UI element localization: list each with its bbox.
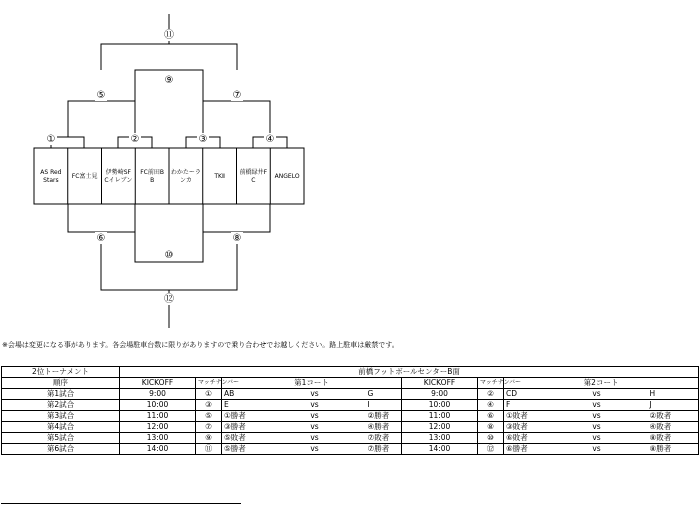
vs-2: vs [580, 422, 614, 433]
kickoff-2: 12:00 [402, 422, 478, 433]
vs-2: vs [580, 444, 614, 455]
court1-header: 第1コート [222, 378, 402, 389]
schedule-row [2, 389, 699, 400]
match-number-7: ⑦ [232, 90, 242, 101]
team-name-labels [40, 168, 300, 184]
match-no-1: ⑪ [196, 444, 222, 455]
spacer [266, 389, 298, 400]
court1-team-a: ①勝者 [222, 411, 266, 422]
spacer [548, 400, 580, 411]
schedule-table [1, 366, 699, 455]
kickoff-2: 10:00 [402, 400, 478, 411]
court2-team-b: ②敗者 [648, 411, 699, 422]
vs-2: vs [580, 433, 614, 444]
match-number-1: ① [46, 134, 56, 145]
match-number-6: ⑥ [96, 233, 106, 244]
court1-team-b: ⑦敗者 [366, 433, 402, 444]
court1-team-a: AB [222, 389, 266, 400]
match-no-header-2: マッチナンバー [478, 378, 504, 389]
kickoff-2: 13:00 [402, 433, 478, 444]
court2-team-b: H [648, 389, 699, 400]
court2-header: 第2コート [504, 378, 699, 389]
court2-team-a: ⑥勝者 [504, 444, 548, 455]
kickoff-2: 11:00 [402, 411, 478, 422]
team-name-7: 前橋緑井F C [239, 169, 268, 184]
vs-2: vs [580, 389, 614, 400]
tournament-title: 2位トーナメント [2, 367, 120, 378]
team-name-1: AS Red Stars [40, 169, 62, 184]
court2-team-a: ③敗者 [504, 422, 548, 433]
vs-1: vs [298, 422, 332, 433]
match-no-2: ⑥ [478, 411, 504, 422]
kickoff-1: 9:00 [120, 389, 196, 400]
spacer [332, 411, 366, 422]
spacer [548, 444, 580, 455]
spacer [614, 422, 648, 433]
kickoff-1: 10:00 [120, 400, 196, 411]
court1-team-b: ②勝者 [366, 411, 402, 422]
vs-1: vs [298, 389, 332, 400]
match-no-2: ⑩ [478, 433, 504, 444]
vs-2: vs [580, 411, 614, 422]
spacer [548, 422, 580, 433]
order: 第3試合 [2, 411, 120, 422]
schedule-row [2, 400, 699, 411]
order: 第1試合 [2, 389, 120, 400]
team-name-8: ANGELO [274, 173, 300, 180]
match-number-5: ⑤ [96, 90, 106, 101]
order-header: 順序 [2, 378, 120, 389]
vs-1: vs [298, 433, 332, 444]
team-name-4: FC前田B B [140, 169, 165, 184]
spacer [266, 411, 298, 422]
match-number-12: ⑫ [164, 294, 174, 305]
spacer [266, 400, 298, 411]
court2-team-b: ⑧敗者 [648, 433, 699, 444]
court1-team-b: ④勝者 [366, 422, 402, 433]
kickoff-header-1: KICKOFF [120, 378, 196, 389]
spacer [266, 433, 298, 444]
spacer [548, 389, 580, 400]
vs-1: vs [298, 444, 332, 455]
schedule-row [2, 433, 699, 444]
court2-team-b: ⑧勝者 [648, 444, 699, 455]
team-name-2: FC富士見 [71, 173, 98, 180]
team-name-5: わかたーランカ [170, 169, 201, 184]
match-number-10: ⑩ [164, 250, 174, 261]
vs-1: vs [298, 411, 332, 422]
spacer [548, 411, 580, 422]
order: 第2試合 [2, 400, 120, 411]
court1-team-a: E [222, 400, 266, 411]
match-no-2: ⑫ [478, 444, 504, 455]
match-number-9: ⑨ [164, 75, 174, 86]
court1-team-a: ⑤勝者 [222, 444, 266, 455]
court1-team-a: ③勝者 [222, 422, 266, 433]
match-number-3: ③ [198, 134, 208, 145]
court1-team-a: ⑤敗者 [222, 433, 266, 444]
divider-line [1, 503, 241, 504]
court1-team-b: ⑦勝者 [366, 444, 402, 455]
match-number-8: ⑧ [232, 233, 242, 244]
kickoff-1: 13:00 [120, 433, 196, 444]
court1-team-b: G [366, 389, 402, 400]
spacer [614, 411, 648, 422]
spacer [614, 433, 648, 444]
match-no-2: ④ [478, 400, 504, 411]
court2-team-a: CD [504, 389, 548, 400]
spacer [614, 400, 648, 411]
order: 第5試合 [2, 433, 120, 444]
order: 第6試合 [2, 444, 120, 455]
team-name-3: 伊勢崎SF Cイレブン [104, 169, 133, 184]
match-number-2: ② [130, 134, 140, 145]
order: 第4試合 [2, 422, 120, 433]
schedule-row [2, 422, 699, 433]
match-no-1: ⑤ [196, 411, 222, 422]
match-no-1: ① [196, 389, 222, 400]
spacer [614, 389, 648, 400]
kickoff-1: 14:00 [120, 444, 196, 455]
court2-team-a: ①敗者 [504, 411, 548, 422]
court2-team-b: J [648, 400, 699, 411]
spacer [332, 422, 366, 433]
spacer [332, 433, 366, 444]
kickoff-1: 12:00 [120, 422, 196, 433]
match-no-1: ⑨ [196, 433, 222, 444]
court2-team-a: ⑥敗者 [504, 433, 548, 444]
spacer [614, 444, 648, 455]
match-number-4: ④ [265, 134, 275, 145]
vs-2: vs [580, 400, 614, 411]
spacer [332, 400, 366, 411]
spacer [266, 444, 298, 455]
kickoff-2: 9:00 [402, 389, 478, 400]
venue-name: 前橋フットボールセンターB面 [120, 367, 699, 378]
spacer [332, 389, 366, 400]
court2-team-b: ④敗者 [648, 422, 699, 433]
spacer [548, 433, 580, 444]
kickoff-1: 11:00 [120, 411, 196, 422]
match-no-1: ⑦ [196, 422, 222, 433]
spacer [332, 444, 366, 455]
vs-1: vs [298, 400, 332, 411]
match-no-header-1: マッチナンバー [196, 378, 222, 389]
venue-note: ※会場は変更になる事があります。各会場駐車台数に限りがありますので乗り合わせでお越しください。路上駐車は厳禁です。 [2, 341, 399, 349]
schedule-row [2, 444, 699, 455]
team-name-6: TKⅡ [214, 173, 225, 180]
court2-team-a: F [504, 400, 548, 411]
kickoff-header-2: KICKOFF [402, 378, 478, 389]
schedule-header-row [2, 378, 699, 389]
spacer [266, 422, 298, 433]
kickoff-2: 14:00 [402, 444, 478, 455]
court1-team-b: I [366, 400, 402, 411]
match-no-2: ② [478, 389, 504, 400]
schedule-row [2, 411, 699, 422]
schedule-title-row [2, 367, 699, 378]
match-no-1: ③ [196, 400, 222, 411]
match-number-11: ⑪ [164, 30, 174, 41]
match-no-2: ⑧ [478, 422, 504, 433]
